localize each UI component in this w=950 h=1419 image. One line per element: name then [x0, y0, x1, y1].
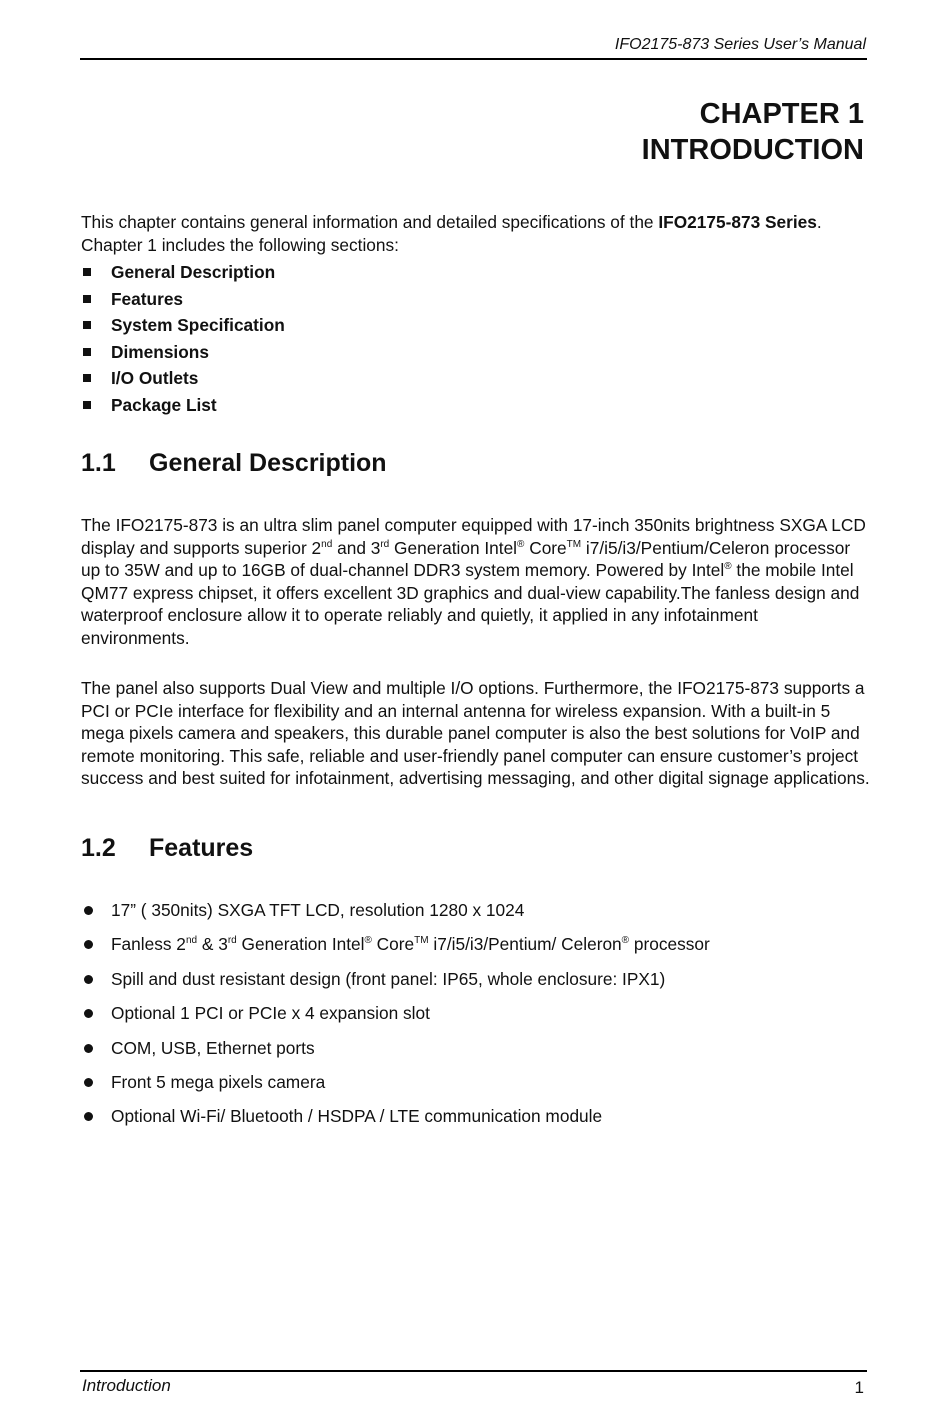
text-run: i7/i5/i3/Pentium/ Celeron [428, 934, 622, 955]
text-run: and 3 [332, 537, 381, 558]
section-number: 1.2 [81, 834, 116, 862]
square-bullet-icon [83, 374, 91, 382]
text-run: Generation Intel [236, 934, 365, 955]
section-number: 1.1 [81, 449, 116, 477]
general-description-paragraph-1 [81, 514, 871, 649]
registered-mark: ® [724, 561, 732, 573]
feature-text: 17” ( 350nits) SXGA TFT LCD, resolution 1280 x 1024 [111, 900, 525, 920]
superscript: nd [185, 935, 198, 947]
text-run: processor [629, 934, 710, 955]
text-run: The IFO2175-873 is an ultra slim panel computer equipped with 17-inch 350nits brightness SXGA LCD display and supports superior 2 [81, 515, 866, 558]
chapter-sections-list [81, 261, 285, 420]
list-item [81, 288, 285, 315]
section-link-label: Dimensions [111, 341, 209, 362]
round-bullet-icon [84, 975, 93, 984]
section-link-label: Features [111, 288, 184, 309]
list-item [81, 1105, 710, 1139]
header-rule [80, 58, 867, 60]
intro-paragraph [81, 211, 871, 256]
text-run: Generation Intel [389, 537, 518, 558]
footer-rule [80, 1370, 867, 1372]
list-item [81, 899, 710, 933]
section-link-label: Package List [111, 394, 217, 415]
section-title: Features [149, 834, 254, 862]
list-item [81, 314, 285, 341]
superscript: rd [380, 538, 390, 550]
section-link-label: I/O Outlets [111, 368, 199, 388]
list-item [81, 1071, 710, 1105]
trademark-mark: TM [414, 935, 429, 947]
section-heading-1-2 [81, 834, 253, 863]
chapter-title: INTRODUCTION [641, 134, 864, 166]
list-item [81, 968, 710, 1002]
round-bullet-icon [84, 906, 93, 915]
intro-text-after: . Chapter 1 includes the following sections: [81, 212, 822, 255]
chapter-number: CHAPTER 1 [699, 98, 864, 130]
list-item [81, 1037, 710, 1071]
round-bullet-icon [84, 1112, 93, 1121]
square-bullet-icon [83, 348, 91, 356]
round-bullet-icon [84, 1009, 93, 1018]
square-bullet-icon [83, 295, 91, 303]
list-item [81, 367, 285, 394]
section-heading-1-1 [81, 449, 387, 478]
trademark-mark: TM [566, 538, 582, 550]
general-description-paragraph-2: The panel also supports Dual View and multiple I/O options. Furthermore, the IFO2175-873 supports a PCI or PCIe interface for flexibility and an internal antenna for wireless expansion. With a built-in 5 mega pixels camera and speakers, this durable panel computer is also the best solutions for VoIP and remote monitoring. This safe, reliable and user-friendly panel computer can ensure customer’s project success and best suited for infotainment, advertising messaging, and other digital signage applications. [81, 678, 870, 788]
page-number: 1 [854, 1378, 864, 1397]
feature-text [111, 934, 710, 954]
features-list [81, 899, 710, 1140]
registered-mark: ® [364, 935, 372, 947]
square-bullet-icon [83, 321, 91, 329]
registered-mark: ® [621, 935, 630, 947]
feature-text: Optional Wi-Fi/ Bluetooth / HSDPA / LTE communication module [111, 1106, 603, 1127]
list-item [81, 394, 285, 421]
text-run: Fanless 2 [111, 934, 186, 955]
feature-text: Spill and dust resistant design (front panel: IP65, whole enclosure: IPX1) [111, 968, 666, 989]
feature-text: COM, USB, Ethernet ports [111, 1037, 315, 1058]
text-run: & 3 [197, 934, 228, 955]
section-title: General Description [149, 449, 387, 477]
registered-mark: ® [517, 538, 525, 550]
intro-text-before: This chapter contains general information and detailed specifications of the [81, 212, 659, 232]
text-run: i7/i5/i3/Pentium/Celeron processor up to 35W and up to 16GB of dual-channel DDR3 system memory. Powered by Intel [81, 537, 851, 580]
running-header: IFO2175-873 Series User’s Manual [614, 36, 866, 53]
feature-text: Optional 1 PCI or PCIe x 4 expansion slot [111, 1003, 430, 1024]
round-bullet-icon [84, 1044, 93, 1053]
section-link-label: General Description [111, 262, 276, 282]
text-run: the mobile Intel QM77 express chipset, it offers excellent 3D graphics and dual-view capability.The fanless design and waterproof enclosure allow it to operate reliably and quietly, it applied in any infotainment environments. [81, 560, 860, 648]
square-bullet-icon [83, 401, 91, 409]
text-run: Core [371, 934, 415, 955]
section-link-label: System Specification [111, 315, 285, 335]
superscript: rd [227, 935, 237, 947]
list-item [81, 1002, 710, 1036]
chapter-heading [642, 96, 864, 168]
round-bullet-icon [84, 940, 93, 949]
footer-chapter-name: Introduction [82, 1376, 171, 1395]
square-bullet-icon [83, 268, 91, 276]
list-item [81, 933, 710, 967]
superscript: nd [321, 538, 333, 550]
round-bullet-icon [84, 1078, 93, 1087]
list-item [81, 261, 285, 288]
intro-product-name: IFO2175-873 Series [658, 212, 817, 232]
text-run: Core [524, 537, 567, 558]
feature-text: Front 5 mega pixels camera [111, 1071, 326, 1092]
list-item [81, 341, 285, 368]
